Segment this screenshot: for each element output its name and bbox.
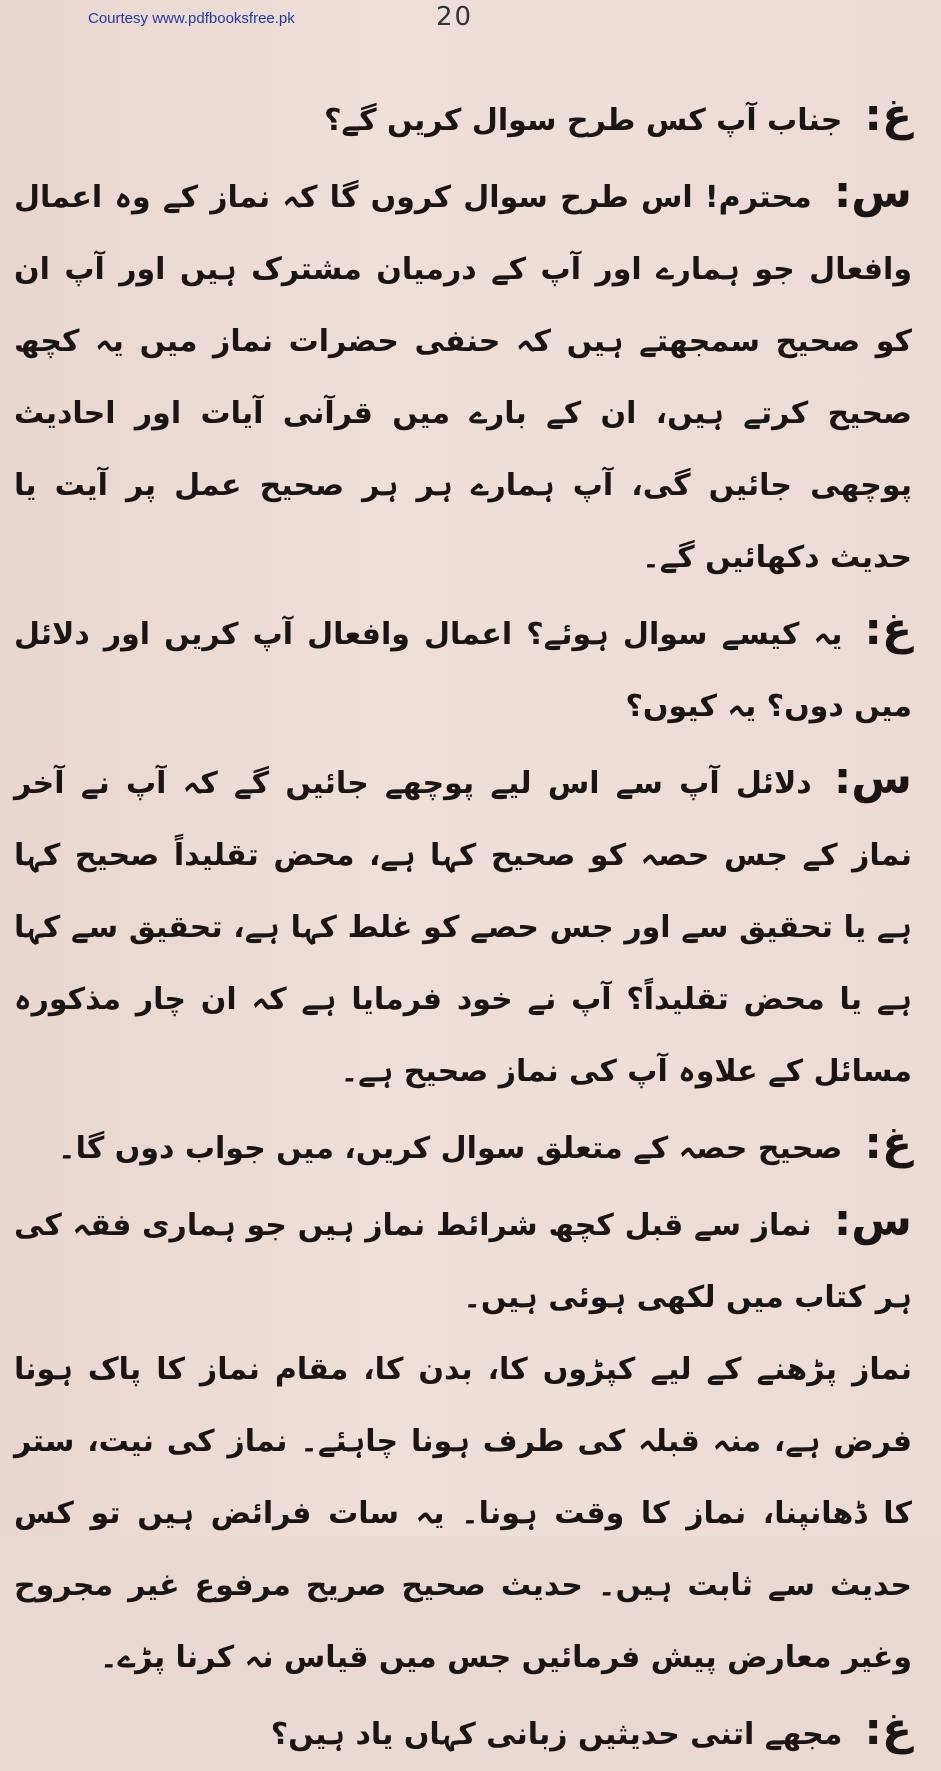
entry-text: یہ کیسے سوال ہوئے؟ اعمال وافعال آپ کریں اور دلائل میں دوں؟ یہ کیوں؟ [14,617,912,724]
speaker-label: غ: [864,1704,912,1755]
entry-text: دلائل آپ سے اس لیے پوچھے جائیں گے کہ آپ نے آخر نماز کے جس حصہ کو صحیح کہا ہے، محض تقلیداً صحیح کہا ہے یا تحقیق سے اور جس حصے کو غلط کہا ہے، تحقیق سے کہا ہے یا محض تقلیداً؟ آپ نے خود فرمایا ہے کہ ان چار مذکورہ مسائل کے علاوہ آپ کی نماز صحیح ہے۔ [14,766,912,1089]
entry-text: محترم! اس طرح سوال کروں گا کہ نماز کے وہ اعمال وافعال جو ہمارے اور آپ کے درمیان مشترک ہیں اور آپ ان کو صحیح سمجھتے ہیں کہ حنفی حضرات نماز میں یہ کچھ صحیح کرتے ہیں، ان کے بارے میں قرآنی آیات اور احادیث پوچھی جائیں گی، آپ ہمارے ہر ہر صحیح عمل پر آیت یا حدیث دکھائیں گے۔ [14,180,912,575]
courtesy-note: Courtesy www.pdfbooksfree.pk [88,10,295,27]
entry-text: مجھے اتنی حدیثیں زبانی کہاں یاد ہیں؟ [270,1717,843,1752]
speaker-label: س: [833,167,912,218]
dialogue-entry [14,157,912,594]
speaker-label: غ: [864,90,912,141]
body-paragraph: نماز پڑھنے کے لیے کپڑوں کا، بدن کا، مقام نماز کا پاک ہونا فرض ہے، منہ قبلہ کی طرف ہونا چاہئے۔ نماز کی نیت، ستر کا ڈھانپنا، نماز کا وقت ہونا۔ یہ سات فرائض ہیں تو کس حدیث سے ثابت ہیں۔ حدیث صحیح صریح مرفوع غیر مجروح وغیر معارض پیش فرمائیں جس میں قیاس نہ کرنا پڑے۔ [14,1352,912,1675]
page-body [14,80,912,1771]
speaker-label: غ: [864,1118,912,1169]
dialogue-entry [14,594,912,743]
dialogue-entry [14,80,912,157]
dialogue-entry [14,743,912,1108]
speaker-label: س: [833,753,912,804]
entry-text: صحیح حصہ کے متعلق سوال کریں، میں جواب دوں گا۔ [58,1131,843,1166]
dialogue-entry [14,1185,912,1334]
speaker-label: س: [833,1195,912,1246]
entry-text: نماز سے قبل کچھ شرائط نماز ہیں جو ہماری فقہ کی ہر کتاب میں لکھی ہوئی ہیں۔ [14,1208,912,1315]
dialogue-entry [14,1694,912,1771]
page-number: 20 [436,2,474,32]
dialogue-entry [14,1108,912,1185]
speaker-label: غ: [864,604,912,655]
entry-text: جناب آپ کس طرح سوال کریں گے؟ [324,103,843,138]
